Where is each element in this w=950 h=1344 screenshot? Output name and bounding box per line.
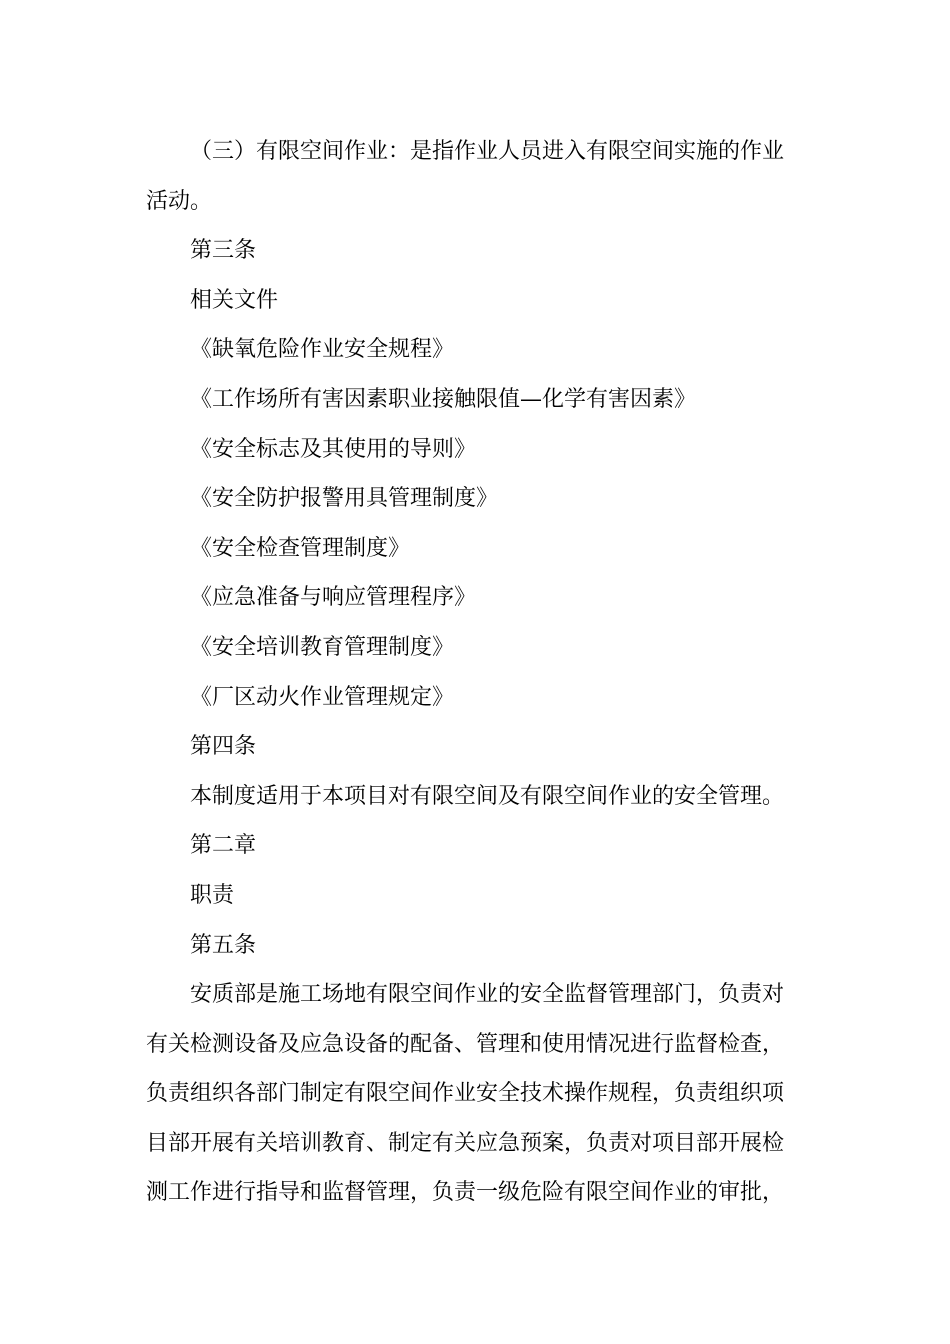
related-docs-heading: 相关文件	[190, 287, 279, 313]
article-5-line-4: 目部开展有关培训教育、制定有关应急预案，负责对项目部开展检	[146, 1130, 785, 1156]
article-4-text: 本制度适用于本项目对有限空间及有限空间作业的安全管理。	[190, 783, 785, 809]
article-4-heading: 第四条	[190, 734, 257, 760]
paragraph-three-line-1: （三）有限空间作业：是指作业人员进入有限空间实施的作业	[190, 139, 785, 164]
related-doc-item: 《安全检查管理制度》	[190, 535, 411, 561]
related-doc-item: 《工作场所有害因素职业接触限值—化学有害因素》	[190, 386, 697, 412]
document-page	[146, 127, 806, 1218]
article-5-heading: 第五条	[190, 932, 257, 958]
chapter-2-heading: 第二章	[190, 833, 257, 859]
article-5-line-5: 测工作进行指导和监督管理，负责一级危险有限空间作业的审批，	[146, 1180, 785, 1206]
paragraph-three-line-2: 活动。	[146, 188, 213, 214]
related-doc-item: 《厂区动火作业管理规定》	[190, 684, 455, 710]
article-5-line-2: 有关检测设备及应急设备的配备、管理和使用情况进行监督检查，	[146, 1031, 785, 1057]
related-doc-item: 《缺氧危险作业安全规程》	[190, 337, 455, 363]
related-doc-item: 《安全防护报警用具管理制度》	[190, 486, 499, 512]
related-doc-item: 《安全标志及其使用的导则》	[190, 436, 477, 462]
article-3-heading: 第三条	[190, 238, 257, 264]
related-doc-item: 《安全培训教育管理制度》	[190, 634, 455, 660]
related-doc-item: 《应急准备与响应管理程序》	[190, 585, 477, 611]
article-5-line-1: 安质部是施工场地有限空间作业的安全监督管理部门，负责对	[190, 982, 785, 1008]
chapter-2-title: 职责	[190, 882, 235, 908]
article-5-line-3: 负责组织各部门制定有限空间作业安全技术操作规程，负责组织项	[146, 1081, 785, 1107]
